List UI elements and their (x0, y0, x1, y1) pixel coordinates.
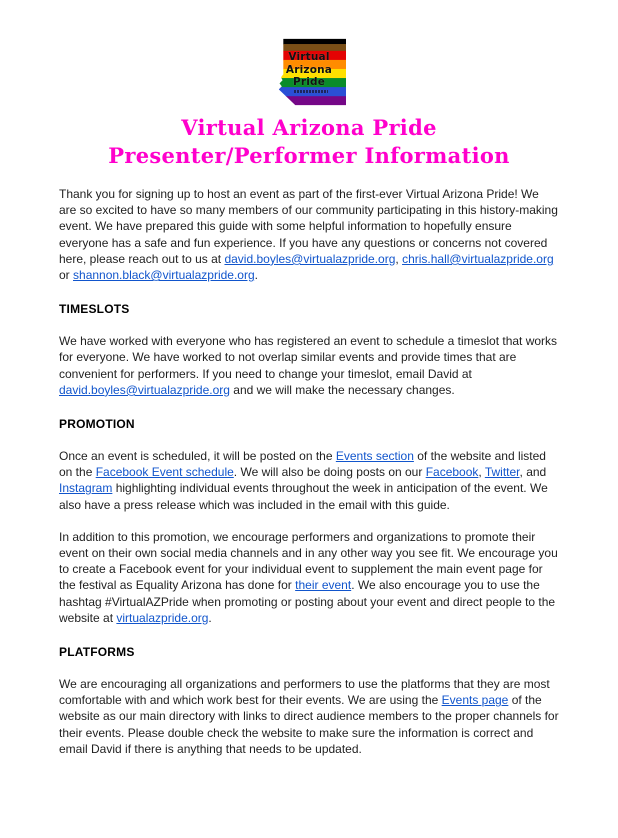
body-text: of the website and listed on the (59, 449, 546, 480)
paragraph (59, 529, 559, 626)
pride-stripe (271, 38, 347, 44)
link-twitter[interactable]: Twitter (484, 465, 520, 480)
heading-promotion: PROMOTION (59, 417, 135, 432)
heading-timeslots: TIMESLOTS (59, 302, 130, 317)
body-text: , and (519, 465, 547, 480)
body-text: and we will make the necessary changes. (229, 382, 455, 397)
body-text: , (478, 465, 485, 480)
pride-stripe (271, 69, 347, 78)
document-body (59, 186, 559, 757)
page-title (0, 114, 618, 170)
pride-stripe (271, 44, 347, 51)
link-email-shannon[interactable]: shannon.black@virtualazpride.org (73, 268, 255, 283)
body-text: of the website as our main directory with links to direct audience members to the proper channels for their events. Please double check the website to make sure the information is correct and email David if there is anything that needs to be updated. (59, 693, 559, 756)
body-text: Thank you for signing up to host an event as part of the first-ever Virtual Arizona Pride! We are so excited to have so many members of our community participating in this history-making event. We have prepared this guide with some helpful information to hopefully ensure everyone has a safe and fun experience. If you have any questions or concerns not covered here, please reach out to us at (59, 187, 558, 266)
document-page (0, 38, 618, 838)
logo-line-3: Pride (292, 76, 326, 88)
link-email-david-2[interactable]: david.boyles@virtualazpride.org (59, 382, 230, 397)
page-title-line-1: Virtual Arizona Pride (181, 115, 437, 140)
body-text: In addition to this promotion, we encourage performers and organizations to promote their event on their own social media channels and in any other way you see fit. We encourage you to create a Facebook event for your individual event to supplement the main event page for the festival as Equality Arizona has done for (59, 529, 558, 593)
pride-stripe (271, 60, 347, 69)
paragraph (59, 676, 559, 757)
pride-stripe (271, 51, 347, 60)
pride-stripe (271, 96, 347, 106)
body-text: Once an event is scheduled, it will be posted on the (59, 449, 336, 464)
body-text: highlighting individual events throughout the week in anticipation of the event. We also have a press release which was included in the email with this guide. (59, 481, 548, 512)
link-events-page[interactable]: Events page (441, 693, 509, 708)
link-their-event[interactable]: their event (295, 578, 352, 593)
paragraph (59, 186, 559, 283)
link-email-david[interactable]: david.boyles@virtualazpride.org (224, 251, 396, 266)
logo-line-1: Virtual (288, 51, 330, 63)
body-text: or (59, 268, 74, 283)
body-text: , (395, 251, 403, 266)
link-virtualazpride-org[interactable]: virtualazpride.org (116, 610, 209, 625)
link-instagram[interactable]: Instagram (59, 481, 113, 496)
link-events-section[interactable]: Events section (335, 449, 414, 464)
logo-line-2: Arizona (285, 63, 333, 76)
arizona-pride-flag-icon (270, 38, 348, 106)
body-text: We have worked with everyone who has registered an event to schedule a timeslot that works for everyone. We have worked to not overlap similar events and provide times that are convenient for performers. If you need to change your timeslot, email David at (59, 334, 558, 381)
link-facebook[interactable]: Facebook (425, 465, 479, 480)
link-facebook-event-schedule[interactable]: Facebook Event schedule (95, 465, 234, 480)
pride-stripe (271, 78, 347, 87)
paragraph (59, 448, 559, 513)
body-text: . (208, 610, 212, 625)
body-text: . We will also be doing posts on our (233, 465, 426, 480)
body-text: We are encouraging all organizations and performers to use the platforms that they are most comfortable with and which work best for their events. We are using the (59, 677, 550, 708)
body-text: . We also encourage you to use the hashtag #VirtualAZPride when promoting or posting about your event and direct people to the website at (59, 578, 556, 625)
page-title-line-2: Presenter/Performer Information (108, 143, 510, 168)
paragraph (59, 333, 559, 398)
logo-fine-print (294, 90, 328, 93)
heading-platforms: PLATFORMS (59, 645, 135, 660)
link-email-chris[interactable]: chris.hall@virtualazpride.org (402, 251, 554, 266)
body-text: . (254, 268, 258, 283)
virtual-arizona-pride-logo (270, 38, 348, 106)
